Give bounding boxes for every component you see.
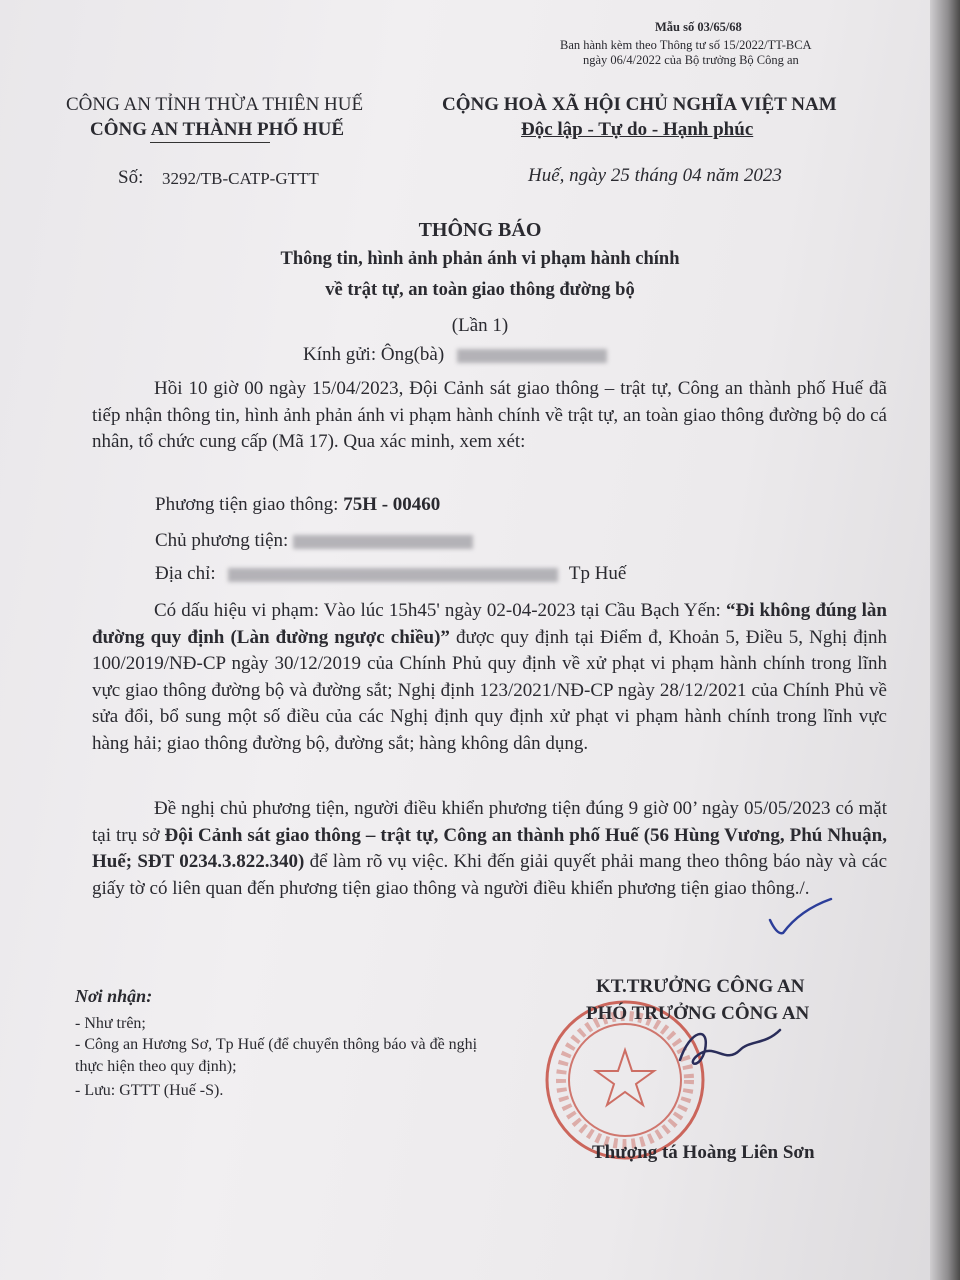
place-date: Huế, ngày 25 tháng 04 năm 2023 [528, 165, 782, 186]
paragraph-violation [92, 598, 887, 757]
violation-lead: Có dấu hiệu vi phạm: Vào lúc 15h45' ngày 02-04-2023 tại Cầu Bạch Yến: [154, 600, 721, 621]
handwritten-signature-icon [670, 1020, 790, 1080]
doc-number: 3292/TB-CATP-GTTT [162, 169, 319, 188]
redacted-name [457, 349, 607, 363]
summons-rest: để làm rõ vụ việc. Khi đến giải quyết phải mang theo thông báo này và các giấy tờ có liên quan đến phương tiện giao thông và người điều khiển phương tiện giao thông./. [92, 851, 887, 899]
parent-agency: CÔNG AN TỈNH THỪA THIÊN HUẾ [66, 94, 364, 115]
recipient-item: - Công an Hương Sơ, Tp Huế (để chuyển thông báo và đề nghị thực hiện theo quy định); [75, 1036, 478, 1075]
recipient-item: - Như trên; [75, 1015, 146, 1032]
form-note-date: ngày 06/4/2022 của Bộ trưởng Bộ Công an [583, 53, 799, 67]
national-motto: Độc lập - Tự do - Hạnh phúc [521, 119, 754, 140]
owner-field [155, 530, 479, 552]
vehicle-label: Phương tiện giao thông: [155, 494, 339, 515]
vehicle-plate: 75H - 00460 [343, 494, 441, 515]
violation-description: “Đi không đúng làn đường quy định (Làn đường ngược chiều)” [92, 600, 887, 648]
addressee-label: Kính gửi: Ông(bà) [303, 344, 445, 365]
background-edge [930, 0, 960, 1280]
issuing-agency: CÔNG AN THÀNH PHỐ HUẾ [90, 119, 345, 140]
redacted-address [228, 568, 558, 582]
document-subtitle-1: Thông tin, hình ảnh phản ánh vi phạm hành chính [280, 249, 680, 269]
recipient-item: - Lưu: GTTT (Huế -S). [75, 1082, 224, 1099]
agency-divider [150, 142, 270, 143]
doc-number-label: Số: [118, 167, 144, 188]
document-subtitle-2: về trật tự, an toàn giao thông đường bộ [325, 280, 635, 300]
signature-title-2: PHÓ TRƯỞNG CÔNG AN [586, 1003, 810, 1024]
vehicle-field [155, 494, 440, 516]
recipients-title: Nơi nhận: [75, 986, 153, 1006]
checkmark-icon [765, 895, 835, 940]
document-title: THÔNG BÁO [418, 219, 542, 241]
addressee [303, 344, 613, 366]
paragraph-summons [92, 796, 887, 902]
address-field [155, 563, 626, 585]
redacted-owner [293, 535, 473, 549]
country-name: CỘNG HOÀ XÃ HỘI CHỦ NGHĨA VIỆT NAM [442, 94, 837, 115]
signer-name: Thượng tá Hoàng Liên Sơn [592, 1142, 815, 1163]
paragraph-receipt: Hồi 10 giờ 00 ngày 15/04/2023, Đội Cảnh sát giao thông – trật tự, Công an thành phố Huế đã tiếp nhận thông tin, hình ảnh phản ánh vi phạm hành chính về trật tự, an toàn giao thông đường bộ do cá nhân, tổ chức cung cấp (Mã 17). Qua xác minh, xem xét: [92, 378, 887, 452]
summons-lead: Đề nghị chủ phương tiện, người điều khiển phương tiện đúng 9 giờ 00’ ngày 05/05/2023 có mặt tại trụ sở [92, 798, 887, 846]
address-label: Địa chỉ: [155, 563, 216, 584]
form-number: Mẫu số 03/65/68 [655, 20, 742, 34]
owner-label: Chủ phương tiện: [155, 530, 289, 551]
signature-title-1: KT.TRƯỞNG CÔNG AN [596, 976, 805, 997]
summons-location: Đội Cảnh sát giao thông – trật tự, Công an thành phố Huế (56 Hùng Vương, Phú Nhuận, Huế; SĐT 0234.3.822.340) [92, 824, 887, 872]
violation-legal-basis: được quy định tại Điểm đ, Khoản 5, Điều 5, Nghị định 100/2019/NĐ-CP ngày 30/12/2019 của Chính Phủ quy định về xử phạt vi phạm hành chính trong lĩnh vực giao thông đường bộ và đường sắt; Nghị định 123/2021/NĐ-CP ngày 28/12/2021 của Chính Phủ về sửa đổi, bổ sung một số điều của các Nghị định quy định xử phạt vi phạm hành chính trong lĩnh vực hàng hải; giao thông đường bộ, đường sắt; hàng không dân dụng. [92, 626, 887, 754]
form-note-circular: Ban hành kèm theo Thông tư số 15/2022/TT-BCA [560, 38, 812, 52]
notice-count: (Lần 1) [451, 315, 509, 336]
address-tail: Tp Huế [568, 563, 627, 584]
